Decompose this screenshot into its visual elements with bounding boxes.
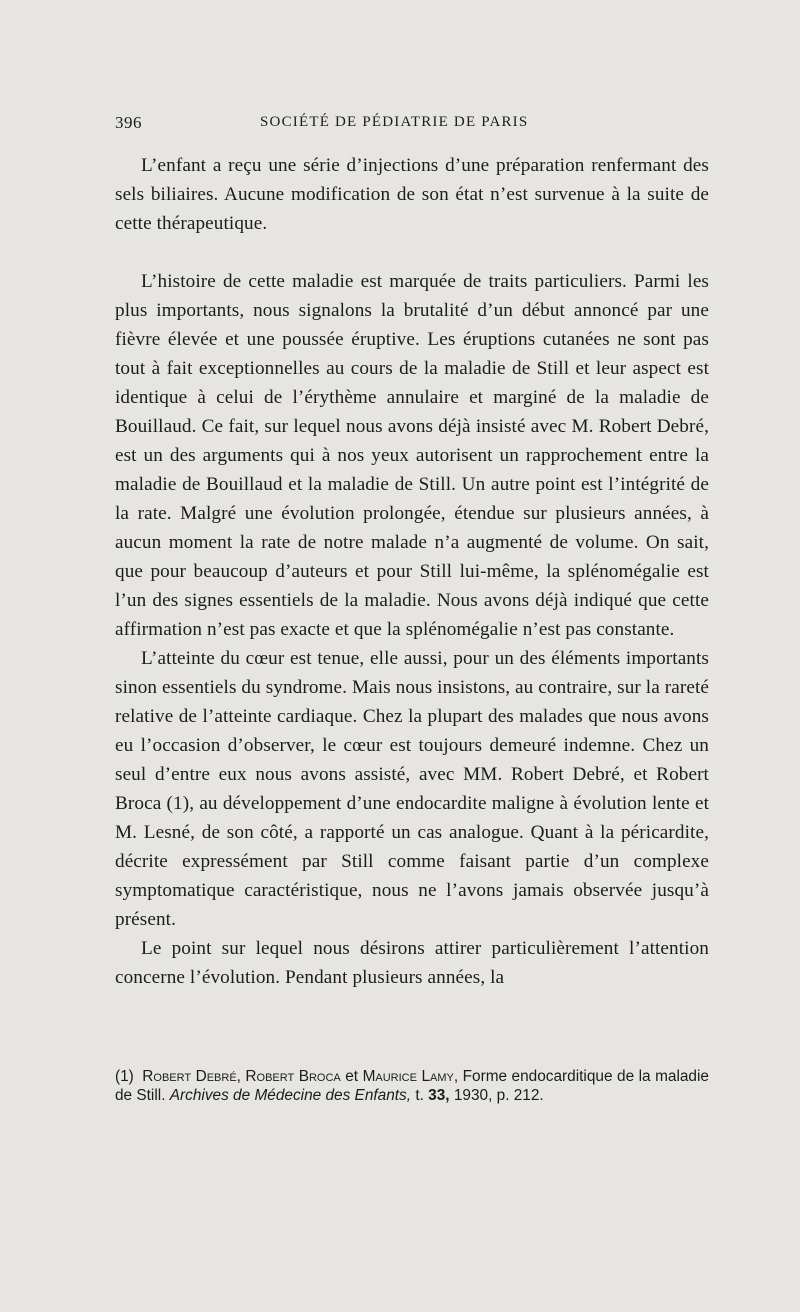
- running-title: SOCIÉTÉ DE PÉDIATRIE DE PARIS: [260, 114, 529, 130]
- paragraph: L’histoire de cette maladie est marquée de traits particuliers. Parmi les plus importants, nous signalons la brutalité d’un début annoncé par une fièvre élevée et une poussée éruptive. Les éruptions cutanées ne sont pas tout à fait exceptionnelles au cours de la maladie de Still et leur aspect est identique à celui de l’érythème annulaire et marginé de la maladie de Bouillaud. Ce fait, sur lequel nous avons déjà insisté avec M. Robert Debré, est un des arguments qui à nos yeux autorisent un rapprochement entre la maladie de Bouillaud et la maladie de Still. Un autre point est l’intégrité de la rate. Malgré une évolution prolongée, étendue sur plusieurs années, à aucun moment la rate de notre malade n’a augmenté de volume. On sait, que pour beaucoup d’auteurs et pour Still lui-même, la splénomégalie est l’un des signes essentiels de la maladie. Nous avons déjà indiqué que cette affirmation n’est pas exacte et que la splénomégalie n’est pas constante.: [115, 271, 709, 640]
- footnote-marker: (1): [115, 1068, 134, 1085]
- paragraph: Le point sur lequel nous désirons attirer particulièrement l’attention concerne l’évolution. Pendant plusieurs années, la: [115, 938, 709, 988]
- footnote-authors: Robert Debré, Robert Broca: [142, 1068, 341, 1085]
- footnote-volume: 33,: [428, 1087, 450, 1104]
- footnote-volume-prefix: t.: [415, 1087, 424, 1104]
- footnote-authors: Maurice Lamy,: [362, 1068, 459, 1085]
- footnote: [115, 1067, 709, 1105]
- footnote-citation: 1930, p. 212.: [453, 1087, 544, 1104]
- paragraph: L’atteinte du cœur est tenue, elle aussi, pour un des éléments importants sinon essentiels du syndrome. Mais nous insistons, au contraire, sur la rareté relative de l’atteinte cardiaque. Chez la plupart des malades que nous avons eu l’occasion d’observer, le cœur est toujours demeuré indemne. Chez un seul d’entre eux nous avons assisté, avec MM. Robert Debré, et Robert Broca (1), au développement d’une endocardite maligne à évolution lente et M. Lesné, de son côté, a rapporté un cas analogue. Quant à la péricardite, décrite expressément par Still comme faisant partie d’un complexe symptomatique caractéristique, nous ne l’avons jamais observée jusqu’à présent.: [115, 648, 709, 930]
- paragraph: L’enfant a reçu une série d’injections d’une préparation renfermant des sels biliaires. Aucune modification de son état n’est survenue à la suite de cette thérapeutique.: [115, 155, 709, 234]
- footnote-journal: Archives de Médecine des Enfants,: [169, 1087, 412, 1104]
- footnote-title: Forme endocarditique de la maladie de Still.: [115, 1068, 709, 1104]
- footnote-connector: et: [345, 1068, 359, 1085]
- running-header: [115, 113, 711, 141]
- page-number: 396: [115, 113, 142, 132]
- body-text: [115, 151, 709, 992]
